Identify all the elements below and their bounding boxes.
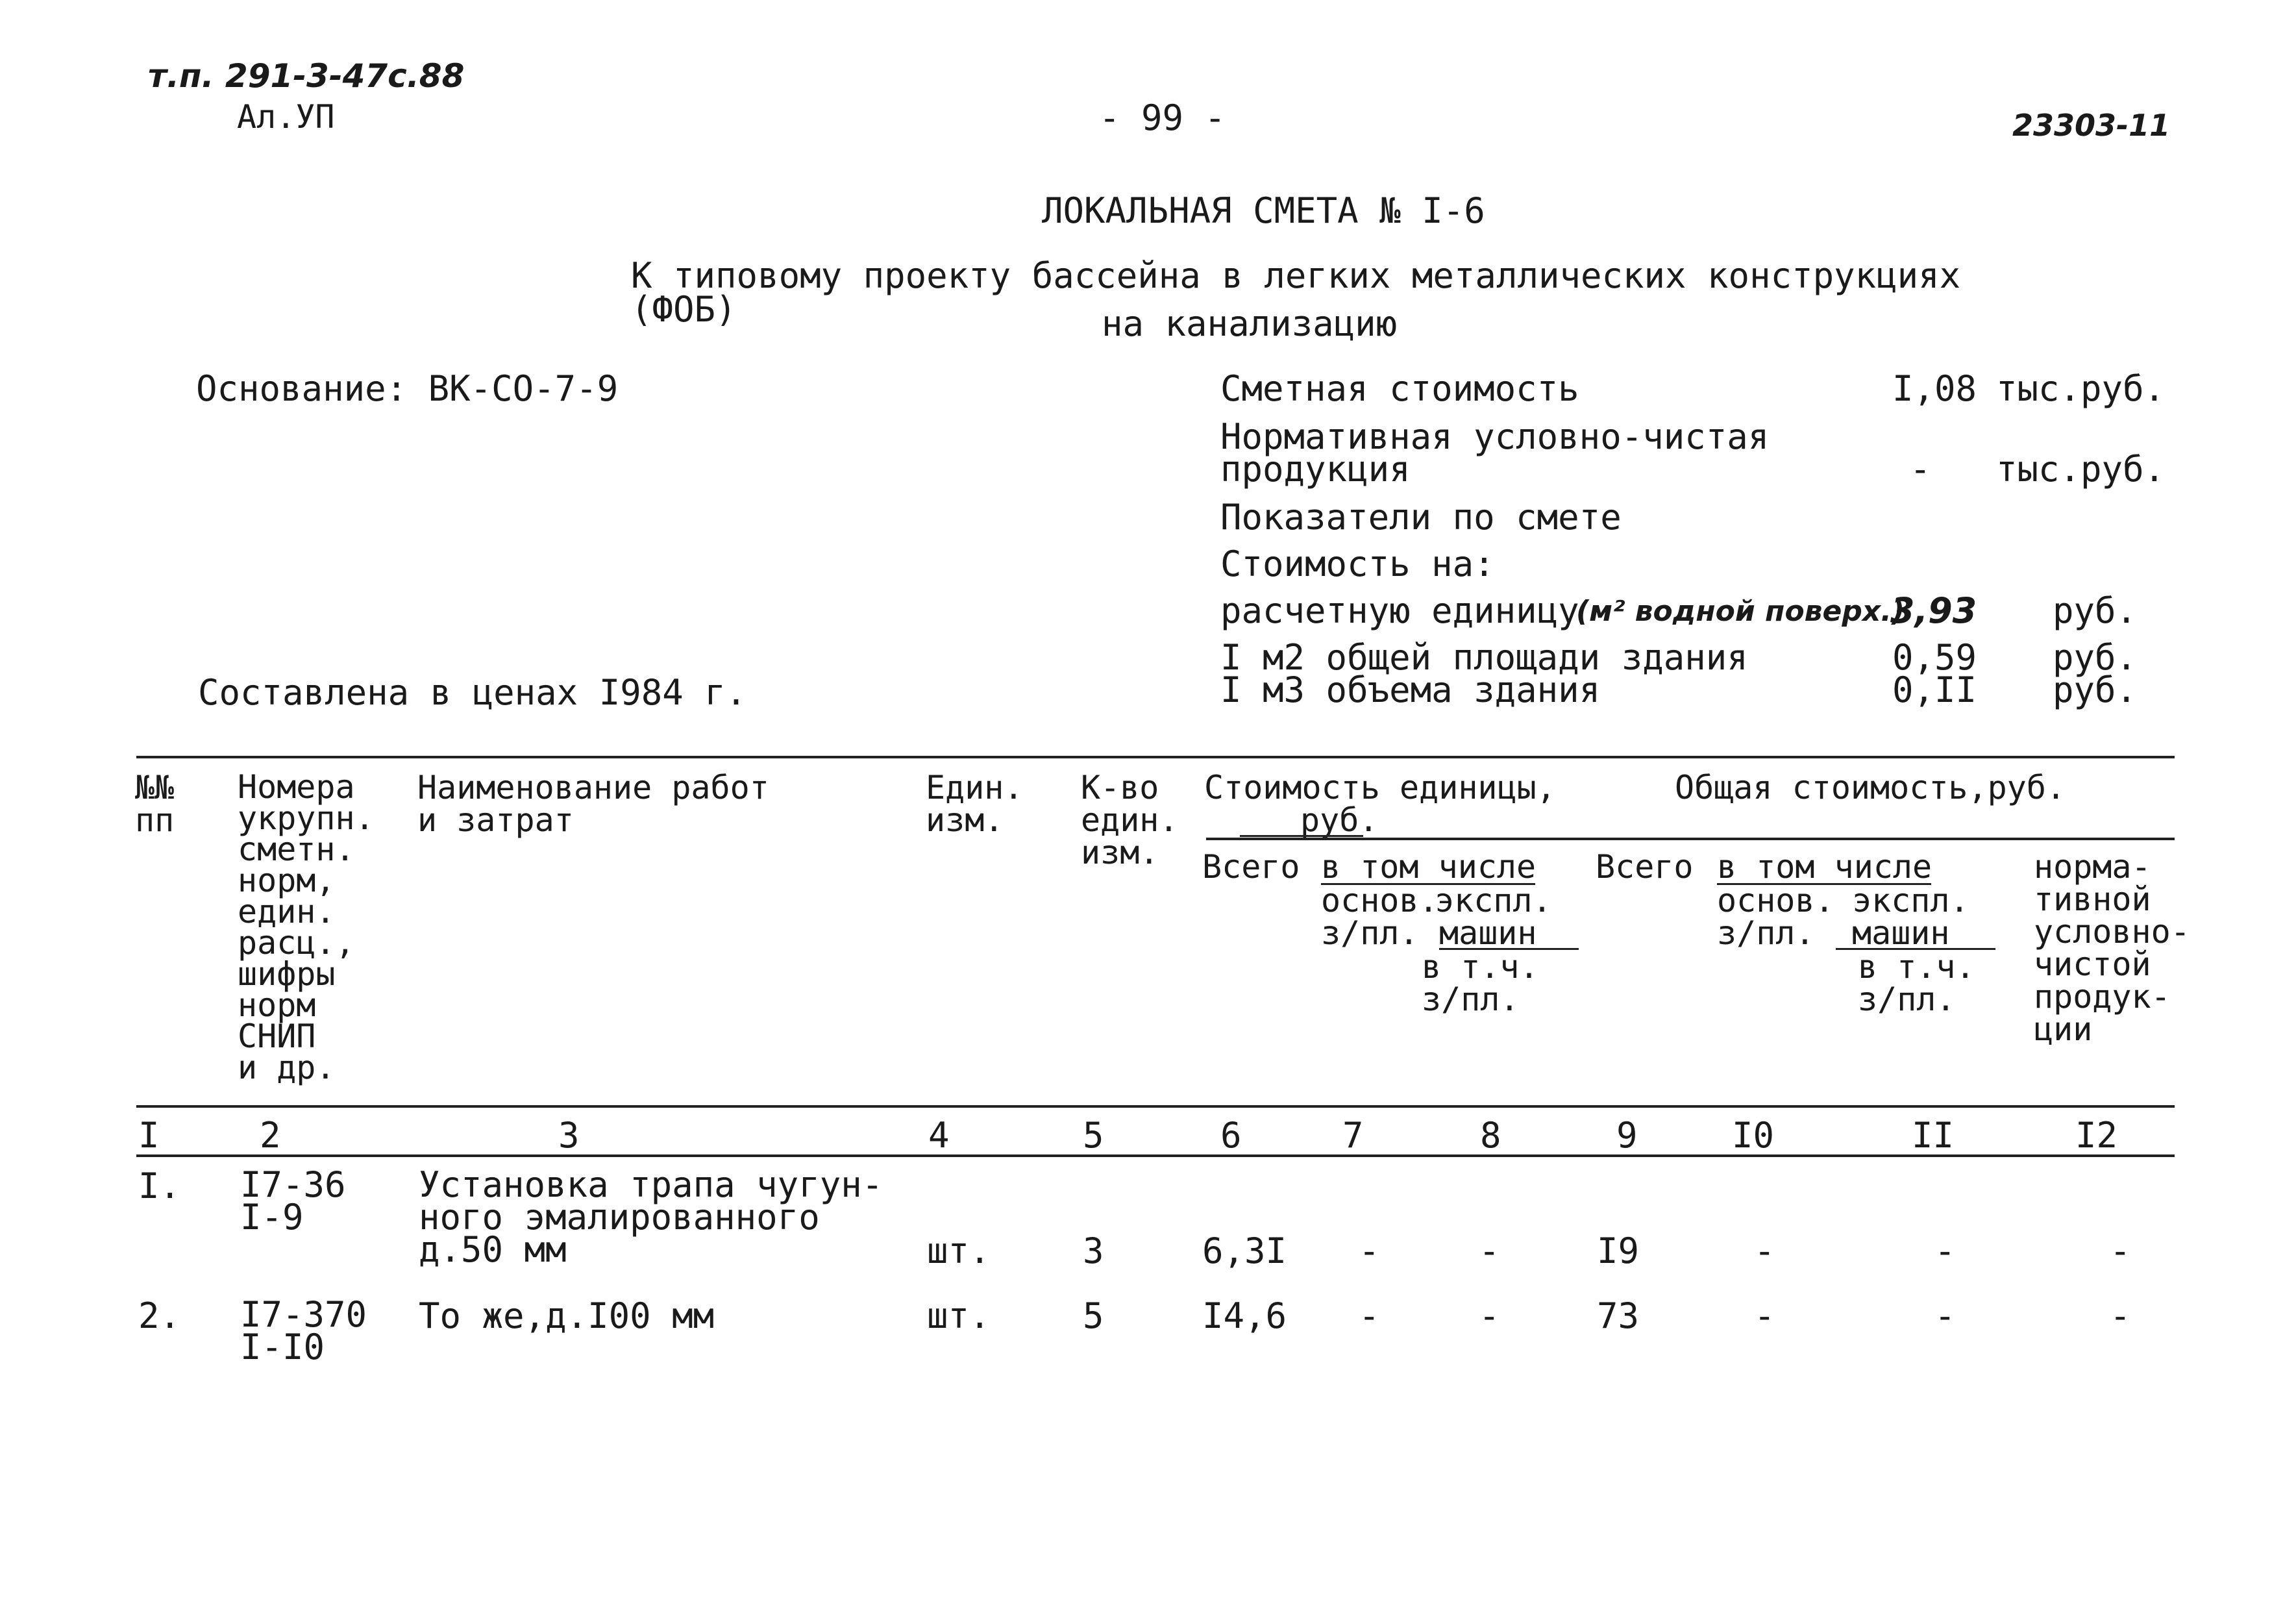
m3-value: 0,II [1892, 669, 1977, 710]
calc-unit-unit: руб. [2053, 590, 2138, 631]
unit-machines-header-1: экспл. [1435, 882, 1552, 919]
row-qty: 5 [1083, 1295, 1104, 1336]
row-code: I7-370 I-I0 [240, 1294, 367, 1367]
normative-unit: тыс.руб. [1996, 449, 2166, 490]
estimated-cost-unit: тыс.руб. [1996, 368, 2166, 409]
normative-value: - [1910, 449, 1931, 490]
estimated-cost-value: I,08 [1892, 368, 1977, 409]
indicators-label: Показатели по смете [1220, 497, 1622, 538]
row-number: I. [138, 1166, 181, 1206]
table-top-rule [136, 756, 2175, 758]
column-number-6: 6 [1220, 1115, 1242, 1156]
row-unit-base-wage: - [1359, 1295, 1380, 1336]
total-machines-header-1: экспл. [1852, 882, 1969, 919]
total-base-wage-sub: з/пл. [1717, 914, 1815, 952]
total-incl-wage-header-2: з/пл. [1858, 980, 1956, 1018]
cost-for-label: Стоимость на: [1220, 543, 1495, 584]
basis-label: Основание: ВК-СО-7-9 [196, 368, 619, 409]
unit-incl-wage-header-2: з/пл. [1422, 980, 1520, 1018]
m3-label: I м3 объема здания [1220, 669, 1601, 710]
subtitle-line-2: (ФОБ) [631, 289, 737, 330]
column-number-2: 2 [260, 1115, 281, 1156]
calc-unit-label: расчетную единицу [1220, 590, 1579, 631]
m3-unit: руб. [2053, 669, 2138, 710]
col-4-header: Един. изм. [926, 769, 1024, 839]
subtitle-line-1: К типовому проекту бассейна в легких металлических конструкциях [631, 255, 1961, 296]
m2-unit: руб. [2053, 637, 2138, 678]
row-total-base-wage: - [1754, 1230, 1775, 1271]
unit-cost-group-header: Стоимость единицы, [1204, 769, 1556, 806]
subtitle-line-3: на канализацию [1102, 303, 1398, 344]
column-number-10: I0 [1732, 1115, 1775, 1156]
column-number-5: 5 [1083, 1115, 1104, 1156]
column-number-1: I [138, 1115, 160, 1156]
row-name: То же,д.I00 мм [419, 1295, 715, 1336]
page-title: ЛОКАЛЬНАЯ СМЕТА № I-6 [1042, 190, 1485, 231]
total-base-wage-header: основ. [1717, 882, 1834, 919]
total-incl-header: в том числе [1717, 848, 1932, 886]
document-code: т.п. 291-3-47с.88 [148, 57, 465, 95]
row-total: 73 [1597, 1295, 1640, 1336]
row-name: Установка трапа чугун- ного эмалированного д.50 мм [419, 1164, 883, 1270]
row-qty: 3 [1083, 1230, 1104, 1271]
album-label: Ал.УП [237, 98, 335, 136]
unit-incl-wage-header-1: в т.ч. [1422, 948, 1539, 986]
unit-machines-header-2: машин [1439, 914, 1537, 952]
column-number-8: 8 [1480, 1115, 1501, 1156]
unit-cost-underline [1240, 835, 1363, 837]
column-numbers-rule [136, 1154, 2175, 1157]
m2-label: I м2 общей площади здания [1220, 637, 1748, 678]
row-unit: шт. [927, 1230, 991, 1271]
row-total: I9 [1597, 1230, 1640, 1271]
col-1-header: №№ пп [135, 769, 175, 839]
unit-cost-group-unit: руб. [1300, 801, 1379, 839]
total-total-header: Всего [1596, 848, 1694, 886]
column-number-11: II [1912, 1115, 1955, 1156]
column-number-12: I2 [2075, 1115, 2118, 1156]
normative-header: норма- тивной условно- чистой продук- ции [2034, 848, 2190, 1048]
header-bottom-rule [136, 1105, 2175, 1108]
normative-label-2: продукция [1220, 449, 1411, 490]
row-unit-total: I4,6 [1202, 1295, 1287, 1336]
row-unit-machines: - [1479, 1230, 1500, 1271]
column-number-4: 4 [928, 1115, 950, 1156]
col-3-header: Наименование работ и затрат [417, 769, 769, 839]
total-cost-group-header: Общая стоимость,руб. [1675, 769, 2066, 806]
m2-value: 0,59 [1892, 637, 1977, 678]
row-total-base-wage: - [1754, 1295, 1775, 1336]
row-number: 2. [138, 1295, 181, 1336]
column-number-9: 9 [1616, 1115, 1638, 1156]
row-unit-machines: - [1479, 1295, 1500, 1336]
total-machines-header-2: машин [1852, 914, 1950, 952]
row-code: I7-36 I-9 [240, 1164, 346, 1238]
column-number-3: 3 [558, 1115, 580, 1156]
calc-unit-note: (м² водной поверх.) [1576, 595, 1905, 628]
unit-total-header: Всего [1202, 848, 1300, 886]
stamp-number: 23303-11 [2012, 108, 2171, 143]
row-unit-base-wage: - [1359, 1230, 1380, 1271]
estimated-cost-label: Сметная стоимость [1220, 368, 1579, 409]
normative-label-1: Нормативная условно-чистая [1220, 416, 1770, 457]
unit-base-wage-sub: з/пл. [1321, 914, 1419, 952]
row-total-machines: - [1934, 1230, 1956, 1271]
prices-label: Составлена в ценах I984 г. [198, 672, 747, 713]
total-incl-wage-header-1: в т.ч. [1858, 948, 1975, 986]
row-normative: - [2110, 1295, 2131, 1336]
calc-unit-value: 3,93 [1890, 590, 1977, 631]
column-number-7: 7 [1342, 1115, 1364, 1156]
row-normative: - [2110, 1230, 2131, 1271]
col-2-header: Номера укрупн. сметн. норм, един. расц., шифры норм СНИП и др. [238, 768, 375, 1086]
row-unit: шт. [927, 1295, 991, 1336]
col-5-header: К-во един. изм. [1081, 769, 1179, 871]
unit-base-wage-header: основ. [1321, 882, 1438, 919]
page-number: - 99 - [1099, 97, 1226, 138]
unit-incl-header: в том числе [1321, 848, 1537, 886]
row-total-machines: - [1934, 1295, 1956, 1336]
row-unit-total: 6,3I [1202, 1230, 1287, 1271]
